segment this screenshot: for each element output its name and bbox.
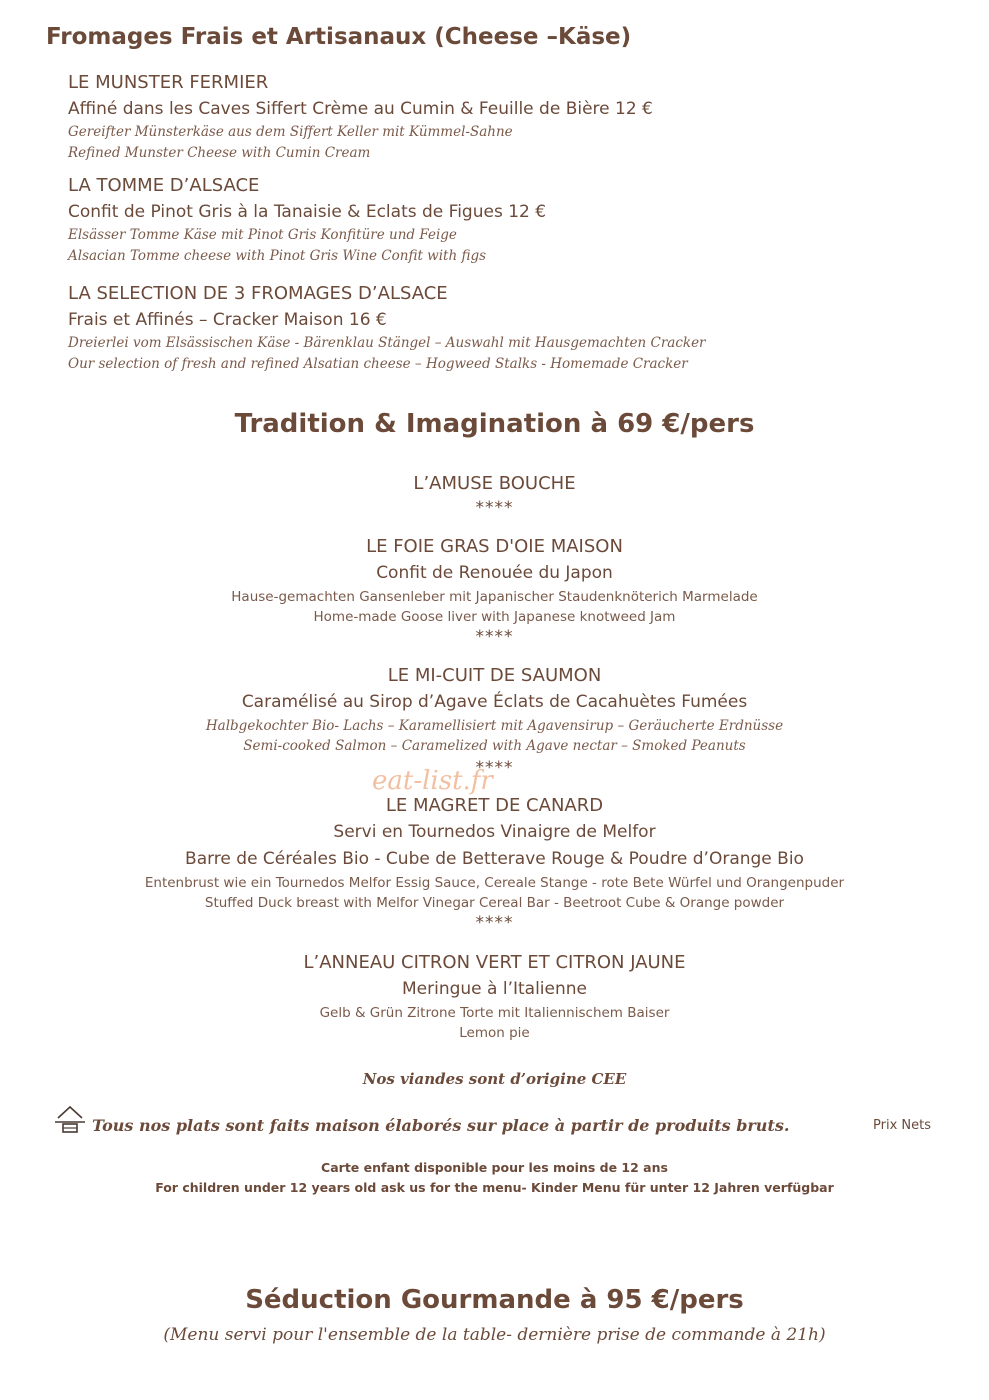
cheese-name: LE MUNSTER FERMIER bbox=[68, 72, 269, 93]
course-german: Entenbrust wie ein Tournedos Melfor Essig Sauce, Cereale Stange - rote Bete Würfel und Orangenpuder bbox=[144, 875, 845, 891]
prix-nets-label: Prix Nets bbox=[873, 1118, 931, 1133]
cheese-english: Refined Munster Cheese with Cumin Cream bbox=[68, 144, 371, 161]
course-name: LE FOIE GRAS D'OIE MAISON bbox=[366, 536, 623, 557]
cheese-german: Gereifter Münsterkäse aus dem Siffert Keller mit Kümmel-Sahne bbox=[68, 124, 513, 140]
cheese-name: LA TOMME D’ALSACE bbox=[68, 175, 260, 196]
cheese-item-munster bbox=[68, 70, 948, 163]
cheese-english: Alsacian Tomme cheese with Pinot Gris Wine Confit with figs bbox=[68, 247, 487, 264]
course-separator: **** bbox=[475, 913, 514, 933]
cheese-description: Affiné dans les Caves Siffert Crème au Cumin & Feuille de Bière 12 € bbox=[68, 99, 653, 119]
house-icon bbox=[54, 1104, 86, 1134]
course-amuse-bouche bbox=[0, 470, 989, 497]
cheese-english: Our selection of fresh and refined Alsatian cheese – Hogweed Stalks - Homemade Cracker bbox=[68, 355, 688, 372]
cheese-item-selection bbox=[68, 281, 948, 374]
tradition-menu-title: Tradition & Imagination à 69 €/pers bbox=[234, 409, 755, 439]
course-english: Lemon pie bbox=[459, 1025, 530, 1041]
course-description: Meringue à l’Italienne bbox=[402, 979, 587, 999]
kids-menu-note-en: For children under 12 years old ask us for the menu- Kinder Menu für unter 12 Jahren verfügbar bbox=[155, 1180, 834, 1195]
course-english: Home-made Goose liver with Japanese knotweed Jam bbox=[313, 609, 676, 625]
course-description-2: Barre de Céréales Bio - Cube de Betterave Rouge & Poudre d’Orange Bio bbox=[185, 849, 804, 869]
course-german: Halbgekochter Bio- Lachs – Karamellisiert mit Agavensirup – Geräucherte Erdnüsse bbox=[205, 718, 784, 734]
cheese-german: Elsässer Tomme Käse mit Pinot Gris Konfitüre und Feige bbox=[68, 227, 457, 243]
watermark: eat-list.fr bbox=[372, 766, 493, 796]
seduction-menu-subtitle: (Menu servi pour l'ensemble de la table- dernière prise de commande à 21h) bbox=[163, 1325, 826, 1345]
course-description: Caramélisé au Sirop d’Agave Éclats de Cacahuètes Fumées bbox=[241, 692, 748, 712]
course-saumon bbox=[0, 662, 989, 756]
course-name: L’AMUSE BOUCHE bbox=[413, 473, 576, 494]
course-citron bbox=[0, 949, 989, 1043]
course-name: LE MI-CUIT DE SAUMON bbox=[387, 665, 602, 686]
cheese-description: Confit de Pinot Gris à la Tanaisie & Eclats de Figues 12 € bbox=[68, 202, 547, 222]
course-canard bbox=[0, 792, 989, 913]
cheese-section-title: Fromages Frais et Artisanaux (Cheese –Käse) bbox=[46, 24, 632, 50]
course-description: Confit de Renouée du Japon bbox=[376, 563, 613, 583]
course-german: Hause-gemachten Gansenleber mit Japanischer Staudenknöterich Marmelade bbox=[231, 589, 758, 605]
cheese-description: Frais et Affinés – Cracker Maison 16 € bbox=[68, 310, 387, 330]
course-name: L’ANNEAU CITRON VERT ET CITRON JAUNE bbox=[303, 952, 686, 973]
course-german: Gelb & Grün Zitrone Torte mit Italiennischem Baiser bbox=[319, 1005, 670, 1021]
cheese-german: Dreierlei vom Elsässischen Käse - Bärenklau Stängel – Auswahl mit Hausgemachten Cracker bbox=[68, 335, 706, 351]
viandes-note: Nos viandes sont d’origine CEE bbox=[362, 1070, 627, 1088]
course-description: Servi en Tournedos Vinaigre de Melfor bbox=[333, 822, 656, 842]
course-english: Semi-cooked Salmon – Caramelized with Agave nectar – Smoked Peanuts bbox=[243, 738, 746, 754]
cheese-item-tomme bbox=[68, 173, 948, 266]
course-name: LE MAGRET DE CANARD bbox=[385, 795, 604, 816]
fait-maison-note: Tous nos plats sont faits maison élaborés sur place à partir de produits bruts. bbox=[92, 1116, 790, 1135]
course-separator: **** bbox=[475, 498, 514, 518]
course-separator: **** bbox=[475, 627, 514, 647]
course-separator: **** bbox=[475, 758, 514, 778]
course-foie-gras bbox=[0, 533, 989, 627]
cheese-name: LA SELECTION DE 3 FROMAGES D’ALSACE bbox=[68, 283, 448, 304]
seduction-menu-title: Séduction Gourmande à 95 €/pers bbox=[245, 1285, 744, 1315]
course-english: Stuffed Duck breast with Melfor Vinegar Cereal Bar - Beetroot Cube & Orange powder bbox=[204, 895, 785, 911]
kids-menu-note-fr: Carte enfant disponible pour les moins de 12 ans bbox=[321, 1160, 668, 1175]
